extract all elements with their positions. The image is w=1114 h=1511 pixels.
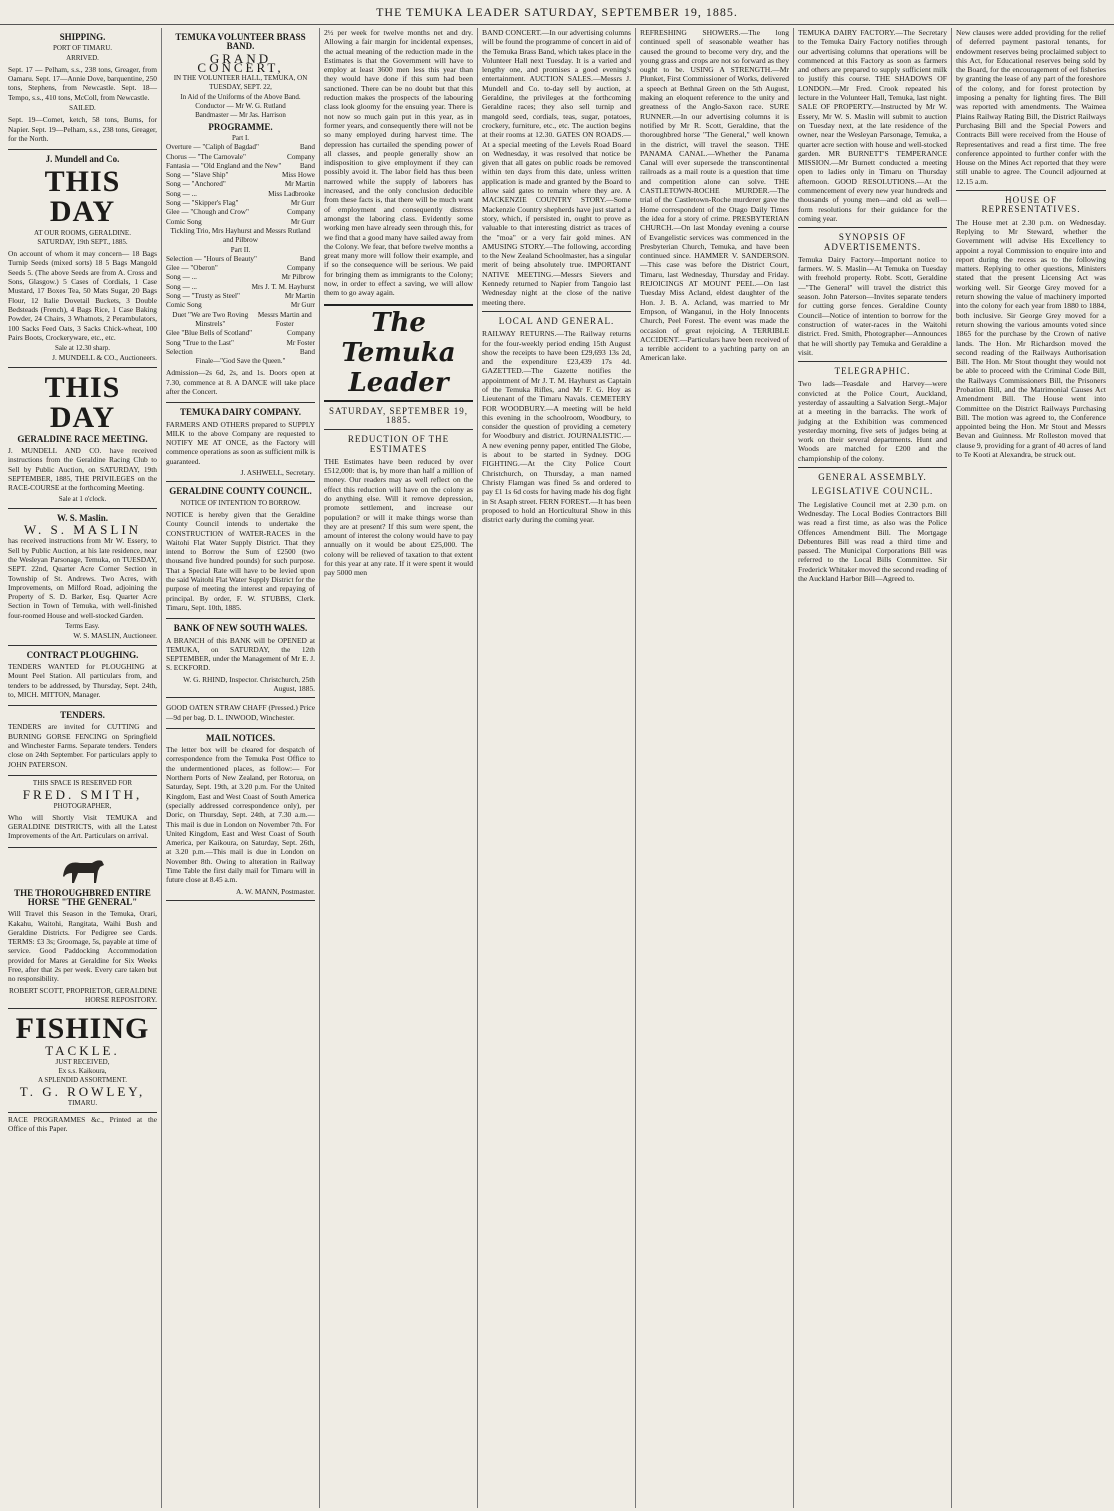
prog2-item: Glee — "Oberon" Company (166, 264, 315, 273)
finale-line: Finale—"God Save the Queen." (195, 357, 286, 366)
divider (956, 190, 1106, 191)
this-day-headline-2: THIS DAY (44, 370, 121, 434)
column-6 (794, 28, 952, 1508)
chaff-text: GOOD OATEN STRAW CHAFF (Pressed.) Price—9d per bag. D. L. INWOOD, Winchester. (166, 703, 315, 722)
shipping-heading: SHIPPING. (59, 32, 106, 42)
column-5 (636, 28, 794, 1508)
columns (4, 28, 1110, 1508)
prog2-item: Comic Song Mr Gurr (166, 301, 315, 310)
prog1-item: Fantasia — "Old England and the New" Band (166, 161, 315, 170)
timaru-line: TIMARU. (67, 1098, 98, 1107)
race-time: Sale at 1 o'clock. (58, 494, 107, 503)
prog2-item: Duet "We are Two Roving Minstrels" Messrs Martin and Foster (172, 310, 312, 328)
assortment: A SPLENDID ASSORTMENT. (37, 1076, 128, 1085)
assembly-heading: GENERAL ASSEMBLY. (818, 472, 927, 483)
sale-time: Sale at 12.30 sharp. (54, 344, 110, 353)
photographer-ad (8, 776, 157, 848)
synopsis-text: Temuka Dairy Factory—Important notice to farmers. W. S. Maslin—At Temuka on Tuesday with freehold property. Robt. Scott, Geraldine—"The General" will travel the district this season. John Paterson—Invites separate tenders for cutting gorse fences. Geraldine County Council—Notice of intention to borrow for the construction of water-races in the Waitohi district. Fred. Smith, Photographer—Announces that he will shortly pay Temuka and Geraldine a visit. (798, 254, 947, 357)
divider (798, 467, 947, 468)
ex-ship: Ex s.s. Kaikoura, (58, 1066, 107, 1075)
column-1 (4, 28, 162, 1508)
borrow-text: NOTICE is hereby given that the Geraldine County Council intends to undertake the CONSTRUCTION of WATER-RACES in the Waitohi Flat Water Supply District. That they intend to Borrow the Sum of £2500 (two thousand five hundred pounds) for such purpose. That a Special Rate will have to be levied upon the said Waitohi Flat Water Supply District for the purpose of meeting the interest and repaying of principal. By order, F. W. STUBBS, Clerk. Timaru, Sept. 10th, 1885. (166, 509, 315, 612)
bank-heading: BANK OF NEW SOUTH WALES. (173, 623, 308, 634)
prog1-item: Chorus — "The Carnovale" Company (166, 152, 315, 161)
prog2-item: Glee "Blue Bells of Scotland" Company (166, 329, 315, 338)
prog1-item: Glee — "Chough and Crow" Company (166, 208, 315, 217)
maslin-heading: W. S. Maslin. (57, 512, 108, 523)
bandmaster-line: Bandmaster — Mr Jas. Harrison (195, 111, 286, 120)
column-4 (478, 28, 636, 1508)
this-day-headline: THIS DAY (44, 164, 121, 228)
maslin-text: has received instructions from Mr W. Essery, to Sell by Public Auction, at his late residence, near the Wesleyan Parsonage, Temuka, on TUESDAY, SEPT. 22nd, Quarter Acre Corner Section in Township of St. Andrews. Two Acres, with Improvements, on Milford Road, adjoining the Property of S. D. Barker, Esq. Quarter Acre Section in Town of Temuka, with well-finished four-roomed House and well-stocked Garden. (8, 536, 157, 620)
mail-signature: A. W. MANN, Postmaster. (235, 886, 315, 896)
news-items-2: REFRESHING SHOWERS.—The long continued spell of seasonable weather has caused the ground to become very dry, and the young grass and crops are not so forward as they ought to be. USING A STRENGTH.—Mr Plunket, First Commissioner of Works, delivered a speech at Bethnal Green on the 5th August, making an eloquent reference to the unity and greatness of the Anglo-Saxon race. SURE RUNNER.—In our advertising columns it is notified by Mr R. Scott, Geraldine, that the thoroughbred horse "The General," well known in the district, will travel the season. THE PANAMA CANAL.—Whether the Panama Canal will ever supersede the transcontinental railroads as a mail route is a question that time and competition alone can solve. THE CASTLETOWN-ROCHE MURDER.—The trial of the Castletown-Roche murderer gave the Home correspondent of the Otago Daily Times the idea for a story of crime. PRESBYTERIAN CHURCH.—On last Monday evening a course of Evangelistic services was commenced in the Presbyterian Church, Temuka, and have been continued since. HAMMER V. SANDERSON.—This case was before the District Court, Timaru, last Wednesday, Thursday and Friday. REJOICINGS AT MOUNT PEEL.—On last Tuesday Miss Acland, eldest daughter of the Hon. J. B. A. Acland, was married to Mr Empson, of Wanganui, in the Holy Innocents Church, Peel Forest. The event was made the occasion of great rejoicing. A TERRIBLE ACCIDENT.—Particulars have been received of a terrible accident to a yachting party on an American lake. (640, 28, 789, 363)
prog2-item: Song — ... Mrs J. T. M. Hayhurst (166, 282, 315, 291)
dairy-text: FARMERS AND OTHERS prepared to SUPPLY MILK to the above Company are requested to NOTIFY ME AT ONCE, as the Factory will commence operations as soon as sufficient milk is guaranteed. (166, 419, 315, 466)
bank-text: A BRANCH of this BANK will be OPENED at TEMUKA, on SATURDAY, the 12th SEPTEMBER, under the Management of Mr E. J. S. ECKFORD. (166, 635, 315, 673)
estimates-heading: REDUCTION OF THE ESTIMATES (347, 434, 450, 454)
fishing-ad (8, 1009, 157, 1113)
prog1-item: Comic Song Mr Gurr (166, 217, 315, 226)
news-items: BAND CONCERT.—In our advertising columns will be found the programme of concert in aid of the Temuka Brass Band, which takes place in the Volunteer Hall next Tuesday. It is a varied and lengthy one, and promises a good evening's entertainment. AUCTION SALES.—Messrs J. Mundell and Co. to-day sell by auction, at Geraldine, the privileges at the forthcoming Geraldine races; they also sell turnip and mangold seed, cordials, teas, sugar, potatoes, crockery, furniture, etc., etc. The auction begins at their rooms at 12.30. GATES ON ROADS.—At a special meeting of the Levels Road Board on Wednesday, it was resolved that notice be given that all gates on public roads be removed within ten days from this date, unless written application is made and granted by the Board to allow said gates to remain where they are. A MACKENZIE COUNTRY STORY.—Some Mackenzie Country shepherds have just started a story, which, if persisted in, ought to prove as valuable to that interesting district as traces of the "moa" or a very fair gold mines. AN AMUSING STORY.—The following, according to the New Zealand Schoolmaster, has a singular merit of being absolutely true. IMPORTANT NATIVE MEETING.—Messrs Sievers and Kennedy returned to Napier from Tangoio last Wednesday night at the close of the native meeting there. (482, 28, 631, 307)
terms: Terms Easy. (65, 622, 100, 631)
fishing-headline: FISHING (15, 1012, 150, 1046)
maslin-name: W. S. MASLIN (23, 522, 142, 538)
arrived-label: ARRIVED. (66, 53, 99, 62)
horse-ad (8, 848, 157, 1010)
prog2-item: Selection Band (166, 347, 315, 356)
programme-part2 (166, 255, 315, 357)
contract-heading: CONTRACT PLOUGHING. (26, 649, 139, 660)
prog1-item: Song — ... Miss Ladbrooke (166, 189, 315, 198)
prog1-item: Song — "Anchored" Mr Martin (166, 180, 315, 189)
hall-line: IN THE VOLUNTEER HALL, TEMUKA, ON TUESDAY, SEPT. 22, (173, 74, 308, 92)
photographer-text: Who will Shortly Visit TEMUKA and GERALDINE DISTRICTS, with all the Latest Improvements of the Art. Particulars on arrival. (8, 812, 157, 841)
concert-ad (166, 28, 315, 403)
photographer-title: PHOTOGRAPHER, (53, 801, 112, 810)
house-text: The House met at 2.30 p.m. on Wednesday. Replying to Mr Steward, whether the Government will advise His Excellency to appoint a royal Commission to enquire into and report during the recess as to the following matters. Replying to other questions, Ministers stated that the present Licensing Act was working well. Sir George Grey moved for a return showing the value of machinery imported into the colony for each year from 1880 to 1884, both inclusive. Sir George Grey moved for a return showing the various amounts voted since 1865 for the purchase by the Crown of native lands. The Hon. Mr Richardson moved the second reading of the Railways Authorisation Bill. The Hon. Mr Stout thought they would not be able to proceed with the Criminal Code Bill, the Railways Commissioners Bill, the Prisoners Probation Bill, and the Matrimonial Causes Act Amendment Bill. The House went into Committee on the District Railways Purchasing Bill. The motion was agreed to, the Conference appointed being the Hon. Mr Stout and Messrs Bevan and Guinness. Mr Rolleston moved that clause 9, providing for a grant of 40 acres of land to Te Kooti at Alexandra, be struck out. (956, 217, 1106, 460)
programme-heading: PROGRAMME. (208, 121, 273, 132)
prog1-item: Song — "Skipper's Flag" Mr Gurr (166, 199, 315, 208)
tenders-heading: TENDERS. (60, 710, 105, 721)
mail-text: The letter box will be cleared for despatch of correspondence from the Temuka Post Office to the undermentioned places, as follow:— For Northern Ports of New Zealand, per Rotorua, on Saturday, Sept. 19th, at 3.20 p.m. For the United Kingdom, East and West Coast of South America (specially addressed correspondence only), per Doric, on Thursday, Sept. 24th, at 7.30 a.m.—This mail is due in London on November 7th. For United Kingdom, East and West Coast of South America, per Kaikoura, on Saturday, Sept. 26th, at 3.20 p.m.—This mail is due in London on November 8th. Owing to alteration in Railway Time Table the first daily mail for Timaru will in future close at 8.45 a.m. (166, 745, 315, 885)
race-programmes: RACE PROGRAMMES &c., Printed at the Office of this Paper. (8, 1115, 157, 1134)
reserved-line: THIS SPACE IS RESERVED FOR (32, 778, 133, 787)
dairy-ad (166, 403, 315, 482)
contract-ad (8, 646, 157, 706)
prog1-item: Tickling Trio, Mrs Hayhurst and Messrs Rutland and Pilbrow (170, 226, 311, 245)
tenders-text: TENDERS are invited for CUTTING and BURNING GORSE FENCING on Springfield and Winchester Farms. Separate tenders. Tenders close on 24th September. For particulars apply to JOHN PATERSON. (8, 722, 157, 769)
fred-smith: FRED. SMITH, (22, 787, 143, 803)
divider (798, 227, 947, 228)
prog2-item: Selection — "Hours of Beauty" Band (166, 254, 315, 263)
council-text: The Legislative Council met at 2.30 p.m. on Wednesday. The Local Bodies Contractors Bill was read a first time, as also was the Police Offences Amendment Bill. The Mortgage Debentures Bill was read a third time and passed. The Municipal Corporations Bill was referred to the Local Bills Committee. Sir Frederick Whitaker moved the second reading of the Auckland Harbor Bill—Agreed to. (798, 499, 947, 584)
telegraphic-text: Two lads—Teasdale and Harvey—were convicted at the Police Court, Auckland, yesterday of assaulting a Salvation Sergt.-Major at a meeting in the barracks. The work of judging at the Exhibition was commenced yesterday morning, five sets of judges being at work on their several departments. Hunt and Woods are matched for £200 and the championship of the colony. (798, 379, 947, 463)
bank-signature: W. G. RHIND, Inspector. Christchurch, 25th August, 1885. (183, 674, 315, 693)
prog2-item: Song — "Trusty as Steel" Mr Martin (166, 292, 315, 301)
mundell-sale-ad (8, 150, 157, 367)
local-heading: LOCAL AND GENERAL. (498, 315, 615, 326)
borrow-heading: NOTICE OF INTENTION TO BORROW. (180, 498, 301, 507)
horse-heading: THE THOROUGHBRED ENTIRE HORSE "THE GENERAL" (14, 887, 151, 907)
prog1-item: Overture — "Caliph of Bagdad" Band (166, 143, 315, 152)
sale-text: On account of whom it may concern— 18 Bags Turnip Seeds (mixed sorts) 18 5 Bags Mangold Seeds 5. (The above Seeds are from A. Cross and Sons, Glasgow.) 5 Cases of Cordials, 1 Case Mustard, 17 Boxes Tea, 50 Mats Sugar, 20 Bags Flour, 12 Italie Dovetail Buckets, 3 Double Bedsteads (French), 4 Bags Rice, 1 Case Baking Powder, 24 Chairs, 3 Whatnots, 2 Perambulators, 100 Sacks Feed Oats, 3 Sacks Chick-wheat, 100 Pairs Boots, Crockeryware, etc., etc. (8, 249, 157, 342)
tenders-ad (8, 706, 157, 776)
rooms-line: AT OUR ROOMS, GERALDINE. (34, 228, 131, 237)
mundell-signature: J. MUNDELL & CO., Auctioneers. (52, 353, 157, 363)
rowley-name: T. G. ROWLEY, (19, 1084, 146, 1100)
race-ad (8, 368, 157, 509)
sale-date: SATURDAY, 19th SEPT., 1885. (37, 237, 128, 246)
sailed-label: SAILED. (69, 104, 96, 113)
telegraphic-heading: TELEGRAPHIC. (834, 366, 911, 377)
column-7 (952, 28, 1110, 1508)
race-text: J. MUNDELL AND CO. have received instructions from the Geraldine Racing Club to Sell by Public Auction, on SATURDAY, 19th SEPTEMBER, 1885, THE PRIVILEGES on the RACE-COURSE at the forthcoming Meeting. (8, 446, 157, 493)
shipping-section (8, 28, 157, 150)
band-heading: TEMUKA VOLUNTEER BRASS BAND. (175, 32, 306, 52)
dairy-signature: J. ASHWELL, Secretary. (240, 468, 315, 478)
council-ad (166, 482, 315, 619)
council-heading: GERALDINE COUNTY COUNCIL. (169, 486, 312, 497)
sailed-text: Sept. 19—Comet, ketch, 58 tons, Burns, for Napier. Sept. 19—Pelham, s.s., 238 tons, Greager, for the North. (8, 115, 157, 143)
estimates-article: THE Estimates have been reduced by over £512,000: that is, by more than half a million of money. Our readers may as well reflect on the effect this reduction will have on the colony as do anything else. Will it remove depression, promote settlement, and increase our population? or will it make things worse than they are at present? If this sum were spent, the amount of interest the colony would have to pay annually on it would be about £25,000. The colony will be relieved of taxation to that extent for this year at any rate. If it were spent it would pay 5000 men (324, 456, 473, 578)
leader-date: SATURDAY, SEPTEMBER 19, 1885. (328, 405, 469, 425)
estimates-continued: 2½ per week for twelve months net and dry. Allowing a fair margin for incidental expenses, the actual meaning of the reduction made in the Estimates is that the Government will have to employ at least 3600 men less this year than they would have done if this sum had been sanctioned. There can be no doubt but that this reduction makes the prospects of the labouring class look gloomy for the ensuing year. There is not now so much gain put in this year, as in former years, and consequently there will not be so many employed during harvest time. The depression has curtailed the spending power of all classes, and people generally show an indisposition to give employment if they can possibly avoid it. The labor field has thus been narrowed while the supply of laborers has increased, and the only conclusion deducible from these facts is, that there will be much want of employment and consequently distress amongst the laboring class. Evidently some working men have already seen through this, for we find that a good many have sailed away from the Colony. We fear, that before twelve months a great many more will follow their example, and if so the consequence will be serious. We paid for bringing them as immigrants to the Colony; now, in order to effect a saving, we will allow them to go away again. (324, 28, 473, 298)
horse-illustration (60, 855, 106, 885)
house-heading: HOUSE OF REPRESENTATIVES. (981, 195, 1081, 215)
news-items-3: TEMUKA DAIRY FACTORY.—The Secretary to the Temuka Dairy Factory notifies through our advertising columns that operations will be commenced at this Factory as soon as farmers and others are prepared to supply sufficient milk to justify this course. THE SHADOWS OF LONDON.—Mr Fred. Crook repeated his lecture in the Volunteer Hall, Temuka, last night. SALE OF PROPERTY.—Instructed by Mr W. Essery, Mr W. S. Maslin will submit to auction on Tuesday next, at the late residence of the owner, near the Wesleyan Parsonage, Temuka, a quarter acre section with house and well-stocked garden. MR BURNETT'S TEMPERANCE MISSION.—Mr Burnett conducted a meeting open to ladies only in Timaru on Thursday afternoon. GOOD RESOLUTIONS.—At the commencement of every new year hundreds and thousands of young men—and old as well—form resolutions for their guidance for the coming year. (798, 28, 947, 223)
dairy-heading: TEMUKA DAIRY COMPANY. (179, 407, 302, 418)
leader-title: The Temuka Leader (324, 304, 473, 402)
horse-text: Will Travel this Season in the Temuka, Orari, Kakahu, Waitohi, Rangitata, Waihi Bush and Geraldine Districts. For Pedigree see Cards. TERMS: £3 3s; Groomage, 5s, payable at time of service. Good Paddocking Accommodation provided for Mares at Geraldine for Six Weeks Free, after that 2s per week. Every care taken but no responsibility. (8, 909, 157, 984)
column-3 (320, 28, 478, 1508)
mundell-heading: J. Mundell and Co. (45, 154, 120, 165)
column-2 (162, 28, 320, 1508)
contract-text: TENDERS WANTED for PLOUGHING at Mount Peel Station. All particulars from, and tenders to be addressed, by Thursday, Sept. 24th, to, MICH. MITTON, Manager. (8, 661, 157, 699)
admission-text: Admission—2s 6d, 2s, and 1s. Doors open at 7.30, commence at 8. A DANCE will take place after the Concert. (166, 368, 315, 396)
programme-part1 (166, 143, 315, 245)
local-items: RAILWAY RETURNS.—The Railway returns for the four-weekly period ending 15th August show the receipts to have been £29,693 13s 2d, and the expenditure £23,439 17s 4d. GAZETTED.—The Gazette notifies the appointment of Mr J. T. M. Hayhurst as Captain of the Temuka Rifles, and Mr F. G. Hoy as Lieutenant of the Timaru Navals. CEMETERY FOR WOODBURY.—A meeting will be held this evening in the schoolroom, Woodbury, to consider the question of providing a cemetery for Woodbury and district. JOURNALISTIC.—A new evening penny paper, entitled The Globe, is about to be started in Sydney. DOG FIGHTING.—At the City Police Court Christchurch, on Thursday, a man named Christy Flamgan was fined 5s and ordered to pay £1 1s 6d costs for having made his dog fight in St Asaph street. FERN FOREST.—It has been proposed to hold an Horticultural Show in this district early during the coming year. (482, 329, 631, 525)
scott-signature: ROBERT SCOTT, PROPRIETOR, GERALDINE HORSE REPOSITORY. (9, 985, 157, 1004)
prog1-item: Song — "Slave Ship" Miss Howe (166, 171, 315, 180)
council-continued: New clauses were added providing for the relief of deferred payment pastoral tenants, for endowment reserves being proclaimed subject to this Act, for Educational reserves being sold by the Board, for the encouragement of eel fisheries by granting the lease of any part of the foreshore of the colony, and for forest protection by imposing a penalty for lighting fires. The Bill was reported with amendments. The Waimea Plains Railway Rating Bill, the District Railways Purchasing Bill and the Special Powers and Contracts Bill were received from the House of Representatives and read a first time. The free conference appointed to further confer with the House on the Mines Act reported that they were still unable to agree. The Council adjourned at 12.15 a.m. (956, 28, 1106, 186)
legislative-council-heading: LEGISLATIVE COUNCIL. (811, 486, 934, 497)
port-heading: PORT OF TIMARU. (52, 44, 113, 53)
synopsis-heading: SYNOPSIS OF ADVERTISEMENTS. (823, 232, 922, 252)
just-received: JUST RECEIVED, (55, 1057, 110, 1066)
prog2-item: Song — ... Mr Pilbrow (166, 273, 315, 282)
grand-concert: GRAND CONCERT, (197, 50, 284, 75)
bank-ad (166, 619, 315, 698)
prog2-item: Song "True to the Last" Mr Foster (166, 338, 315, 347)
mail-notices (166, 729, 315, 901)
maslin-signature: W. S. MASLIN, Auctioneer. (73, 631, 157, 641)
conductor-line: Conductor — Mr W. G. Rutland (195, 102, 286, 111)
part2-label: Part II. (230, 245, 251, 254)
part1-label: Part I. (231, 133, 250, 142)
divider (324, 429, 473, 430)
divider (482, 311, 631, 312)
race-heading: GERALDINE RACE MEETING. (17, 433, 148, 444)
chaff-ad (166, 698, 315, 729)
masthead: THE TEMUKA LEADER SATURDAY, SEPTEMBER 19, 1885. (0, 0, 1114, 25)
divider (798, 361, 947, 362)
aid-line: In Aid of the Uniforms of the Above Band. (180, 92, 301, 101)
mail-heading: MAIL NOTICES. (205, 732, 276, 743)
maslin-ad (8, 509, 157, 646)
tackle-headline: TACKLE. (45, 1043, 120, 1059)
arrived-text: Sept. 17 — Pelham, s.s., 238 tons, Greager, from Oamaru. Sept. 17—Annie Dove, barquentine, 250 tons, Stephens, from Newcastle. Sept. 18—Tempo, s.s., 410 tons, McColl, from Newcastle. (8, 64, 157, 102)
